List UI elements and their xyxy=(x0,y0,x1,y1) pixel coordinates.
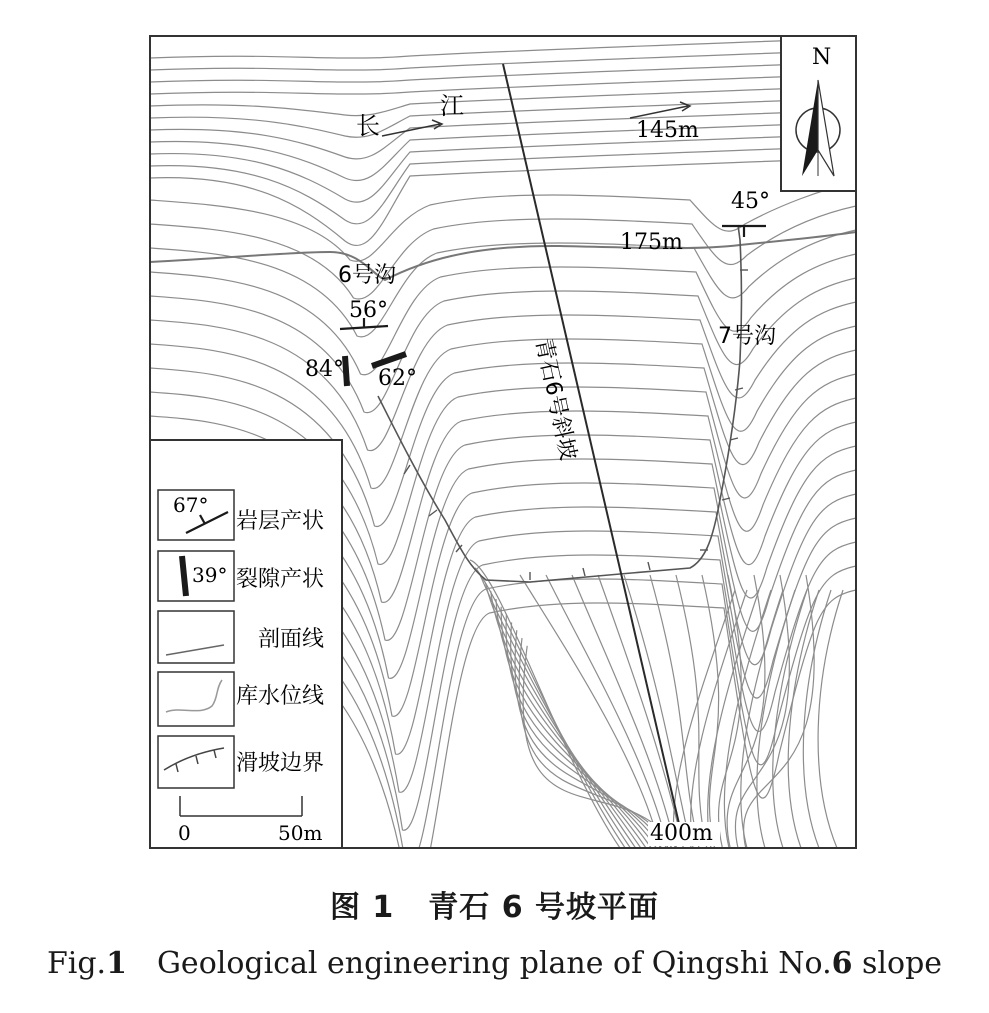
boundary-tick xyxy=(583,568,585,576)
contour-line xyxy=(150,38,856,58)
caption-cn-figure-number: 图 1 xyxy=(329,890,395,925)
bedding-angle-56: 56° xyxy=(349,298,388,323)
north-arrow xyxy=(781,36,856,191)
caption-en-fig-prefix: Fig. xyxy=(46,946,107,981)
boundary-tick xyxy=(735,388,743,390)
reservoir-water-line xyxy=(150,232,856,280)
caption-en-title: Geological engineering plane of Qingshi No. xyxy=(156,946,832,981)
contour-line xyxy=(818,590,843,848)
gully-7-label: 7号沟 xyxy=(718,324,776,349)
north-label: N xyxy=(812,45,832,70)
legend-landslide-label: 滑坡边界 xyxy=(236,751,325,776)
contour-line xyxy=(150,110,856,159)
contour-line xyxy=(496,599,646,848)
contour-line xyxy=(150,230,856,337)
caption-chinese xyxy=(0,882,989,926)
contour-label-145m: 145m xyxy=(636,118,699,143)
profile-line xyxy=(503,64,680,828)
legend-joint-angle: 39° xyxy=(192,563,228,587)
river-char-1: 长 xyxy=(356,112,380,140)
contour-line xyxy=(523,646,677,848)
contour-line xyxy=(624,575,691,848)
contour-line xyxy=(598,575,683,848)
river-char-2: 江 xyxy=(440,92,464,120)
legend-water-line-label: 库水位线 xyxy=(236,684,325,709)
joint-attitude-84 xyxy=(345,356,347,386)
contour-line xyxy=(702,575,719,848)
caption-en-title-number: 6 xyxy=(831,946,853,981)
contour-line xyxy=(546,575,668,848)
bedding-angle-45: 45° xyxy=(731,189,770,214)
scale-end: 50m xyxy=(278,821,323,845)
contour-line xyxy=(708,590,759,848)
contour-label-175m: 175m xyxy=(620,230,683,255)
scale-start: 0 xyxy=(178,821,191,845)
legend-joint-label: 裂隙产状 xyxy=(236,567,325,592)
contour-line xyxy=(744,575,815,848)
legend-bedding-label: 岩层产状 xyxy=(236,509,325,534)
boundary-tick xyxy=(648,562,650,570)
caption-en-title-end: slope xyxy=(862,946,943,981)
legend-bedding-angle: 67° xyxy=(173,493,209,517)
joint-angle-62: 62° xyxy=(378,366,417,391)
profile-line-label: 青石6号斜坡 xyxy=(530,336,581,463)
caption-cn-title: 青石 6 号坡平面 xyxy=(428,890,660,925)
legend xyxy=(150,440,342,848)
contour-line xyxy=(727,575,765,848)
contour-line xyxy=(150,254,856,375)
contour-line xyxy=(150,98,856,137)
legend-profile-label: 剖面线 xyxy=(258,627,325,652)
contour-line xyxy=(150,74,856,94)
caption-en-fig-number: 1 xyxy=(106,946,127,981)
contour-label-400m: 400m xyxy=(650,821,713,846)
joint-angle-84: 84° xyxy=(305,357,344,382)
gully-6-label: 6号沟 xyxy=(338,263,396,288)
caption-english xyxy=(0,946,989,981)
